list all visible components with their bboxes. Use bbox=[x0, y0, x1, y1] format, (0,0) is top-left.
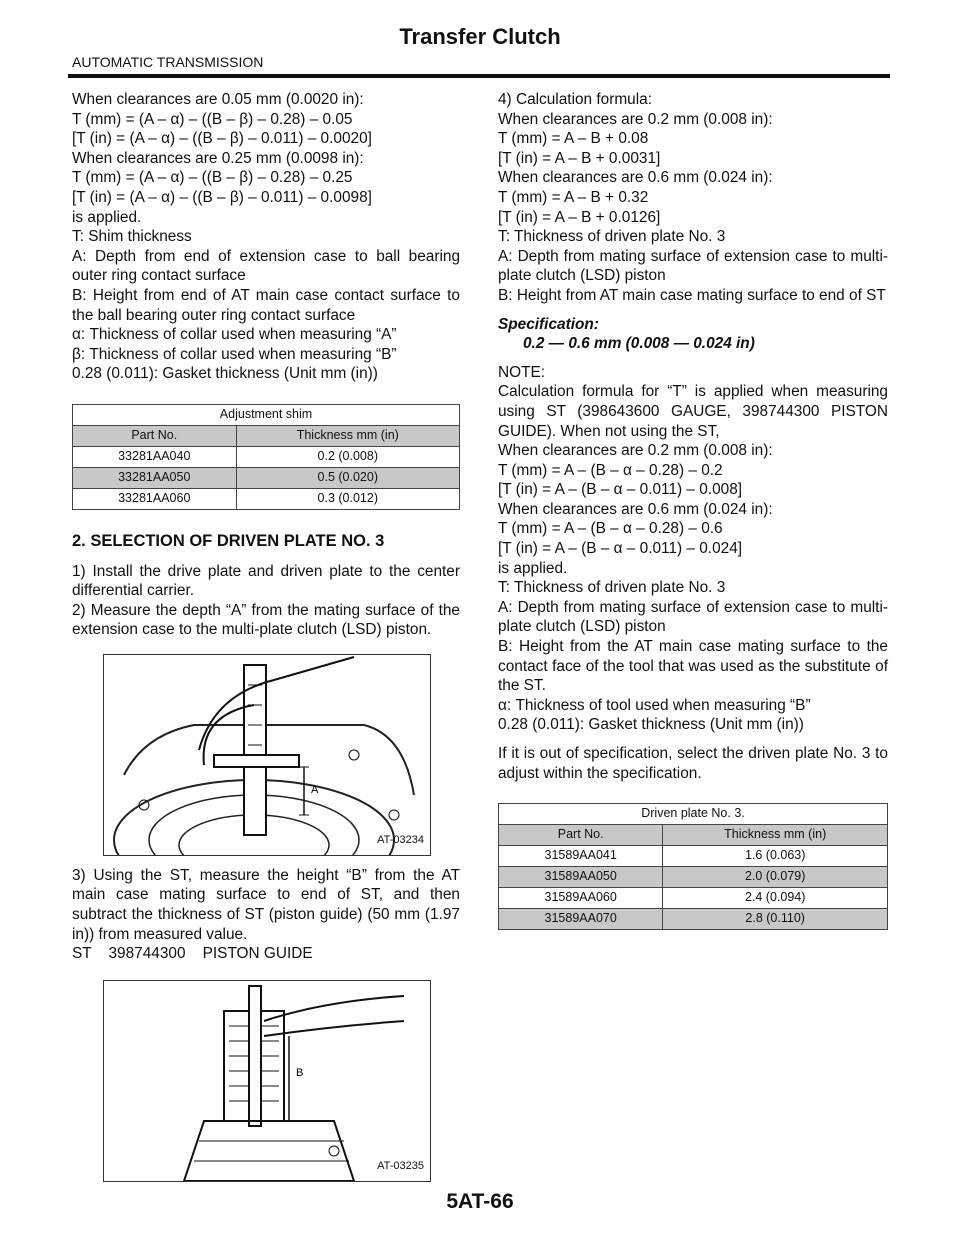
height-gauge-illustration bbox=[104, 981, 430, 1181]
formula-line: T (mm) = A – (B – α – 0.28) – 0.6 bbox=[498, 520, 723, 538]
figure-height-measurement bbox=[103, 980, 431, 1182]
table-cell: 1.6 (0.063) bbox=[663, 846, 888, 867]
figure-code: AT-03235 bbox=[377, 1160, 424, 1173]
formula-line: [T (in) = A – B + 0.0126] bbox=[498, 208, 661, 226]
table-header: Thickness mm (in) bbox=[663, 825, 888, 846]
left-column bbox=[72, 90, 460, 1182]
definition-gasket: 0.28 (0.011): Gasket thickness (Unit mm (in)) bbox=[72, 365, 378, 383]
table-row bbox=[499, 846, 888, 867]
formula-line: [T (in) = A – (B – α – 0.011) – 0.024] bbox=[498, 540, 743, 558]
table-header: Part No. bbox=[499, 825, 663, 846]
table-cell: 2.0 (0.079) bbox=[663, 867, 888, 888]
table-caption: Adjustment shim bbox=[73, 404, 460, 425]
table-cell: 31589AA041 bbox=[499, 846, 663, 867]
formula-line: [T (in) = (A – α) – ((B – β) – 0.011) – 0.0020] bbox=[72, 130, 372, 148]
formula-line: [T (in) = A – (B – α – 0.011) – 0.008] bbox=[498, 481, 743, 499]
page-title: Transfer Clutch bbox=[399, 24, 561, 49]
step-3: 3) Using the ST, measure the height “B” from the AT main case mating surface to end of ST, and then subtract the thickness of ST (piston guide) (50 mm (1.97 in)) from measured value. bbox=[72, 866, 460, 943]
formula-line: T (mm) = A – B + 0.32 bbox=[498, 188, 649, 206]
table-cell: 33281AA050 bbox=[73, 467, 237, 488]
dimension-label-b: B bbox=[296, 1066, 304, 1079]
formula-line: T (mm) = (A – α) – ((B – β) – 0.28) – 0.05 bbox=[72, 110, 353, 128]
formula-line: When clearances are 0.25 mm (0.0098 in): bbox=[72, 149, 364, 167]
figure-code: AT-03234 bbox=[377, 834, 424, 847]
table-cell: 31589AA070 bbox=[499, 909, 663, 930]
table-row bbox=[73, 467, 460, 488]
figure-depth-measurement bbox=[103, 654, 431, 856]
table-cell: 0.2 (0.008) bbox=[236, 446, 459, 467]
note-body: Calculation formula for “T” is applied when measuring using ST (398643600 GAUGE, 398744300 PISTON GUIDE). When not using the ST, bbox=[498, 383, 888, 440]
specification-value: 0.2 — 0.6 mm (0.008 — 0.024 in) bbox=[523, 335, 755, 353]
specification-label: Specification: bbox=[498, 315, 599, 333]
formula-line: T (mm) = A – B + 0.08 bbox=[498, 130, 649, 148]
formula-line: 4) Calculation formula: bbox=[498, 91, 652, 108]
table-cell: 33281AA040 bbox=[73, 446, 237, 467]
step-1: 1) Install the drive plate and driven plate to the center differential carrier. bbox=[72, 562, 460, 600]
table-row bbox=[73, 446, 460, 467]
definition-b: B: Height from end of AT main case contact surface to the ball bearing outer ring contact surface bbox=[72, 286, 460, 324]
formula-line: T (mm) = A – (B – α – 0.28) – 0.2 bbox=[498, 461, 723, 479]
table-row bbox=[499, 888, 888, 909]
table-cell: 31589AA050 bbox=[499, 867, 663, 888]
driven-plate-table bbox=[498, 803, 888, 930]
formula-line: [T (in) = (A – α) – ((B – β) – 0.011) – 0.0098] bbox=[72, 188, 372, 206]
formula-line: T (mm) = (A – α) – ((B – β) – 0.28) – 0.25 bbox=[72, 169, 353, 187]
table-row bbox=[499, 867, 888, 888]
formula-line: is applied. bbox=[72, 208, 142, 226]
table-cell: 31589AA060 bbox=[499, 888, 663, 909]
section-heading: 2. SELECTION OF DRIVEN PLATE NO. 3 bbox=[72, 531, 385, 550]
formula-line: T: Thickness of driven plate No. 3 bbox=[498, 579, 726, 597]
table-cell: 0.5 (0.020) bbox=[236, 467, 459, 488]
definition-gasket: 0.28 (0.011): Gasket thickness (Unit mm (in)) bbox=[498, 716, 804, 734]
table-header: Thickness mm (in) bbox=[236, 425, 459, 446]
table-cell: 2.4 (0.094) bbox=[663, 888, 888, 909]
definition-a: A: Depth from mating surface of extension case to multi-plate clutch (LSD) piston bbox=[498, 598, 888, 636]
definition-alpha: α: Thickness of collar used when measuring “A” bbox=[72, 326, 397, 344]
dimension-label-a: A bbox=[311, 783, 319, 796]
page-number: 5AT-66 bbox=[446, 1190, 514, 1213]
formula-line: When clearances are 0.2 mm (0.008 in): bbox=[498, 442, 773, 460]
adjustment-shim-table bbox=[72, 404, 460, 510]
table-cell: 2.8 (0.110) bbox=[663, 909, 888, 930]
out-of-spec-instruction: If it is out of specification, select the driven plate No. 3 to adjust within the specification. bbox=[498, 745, 888, 782]
definition-b: B: Height from AT main case mating surface to end of ST bbox=[498, 286, 886, 304]
table-cell: 33281AA060 bbox=[73, 488, 237, 509]
section-name: AUTOMATIC TRANSMISSION bbox=[72, 54, 264, 70]
definition-b: B: Height from the AT main case mating surface to the contact face of the tool that was used as the substitute of the ST. bbox=[498, 638, 888, 695]
definition-beta: β: Thickness of collar used when measuring “B” bbox=[72, 345, 397, 363]
table-header: Part No. bbox=[73, 425, 237, 446]
step-2: 2) Measure the depth “A” from the mating surface of the extension case to the multi-plate clutch (LSD) piston. bbox=[72, 601, 460, 639]
definition-a: A: Depth from end of extension case to ball bearing outer ring contact surface bbox=[72, 247, 460, 285]
st-tool-line: ST 398744300 PISTON GUIDE bbox=[72, 945, 313, 963]
formula-line: [T (in) = A – B + 0.0031] bbox=[498, 149, 661, 167]
formula-line: T: Thickness of driven plate No. 3 bbox=[498, 228, 726, 246]
formula-line: When clearances are 0.6 mm (0.024 in): bbox=[498, 500, 773, 518]
formula-line: is applied. bbox=[498, 559, 568, 577]
header-rule bbox=[68, 74, 890, 78]
table-row bbox=[73, 488, 460, 509]
right-column bbox=[498, 90, 888, 930]
definition-alpha: α: Thickness of tool used when measuring “B” bbox=[498, 696, 811, 714]
formula-line: When clearances are 0.2 mm (0.008 in): bbox=[498, 110, 773, 128]
table-cell: 0.3 (0.012) bbox=[236, 488, 459, 509]
note-label: NOTE: bbox=[498, 363, 546, 381]
formula-line: T: Shim thickness bbox=[72, 228, 192, 246]
table-row bbox=[499, 909, 888, 930]
depth-gauge-illustration bbox=[104, 655, 430, 855]
definition-a: A: Depth from mating surface of extension case to multi-plate clutch (LSD) piston bbox=[498, 247, 888, 285]
formula-line: When clearances are 0.6 mm (0.024 in): bbox=[498, 169, 773, 187]
table-caption: Driven plate No. 3. bbox=[499, 804, 888, 825]
formula-line: When clearances are 0.05 mm (0.0020 in): bbox=[72, 91, 364, 108]
